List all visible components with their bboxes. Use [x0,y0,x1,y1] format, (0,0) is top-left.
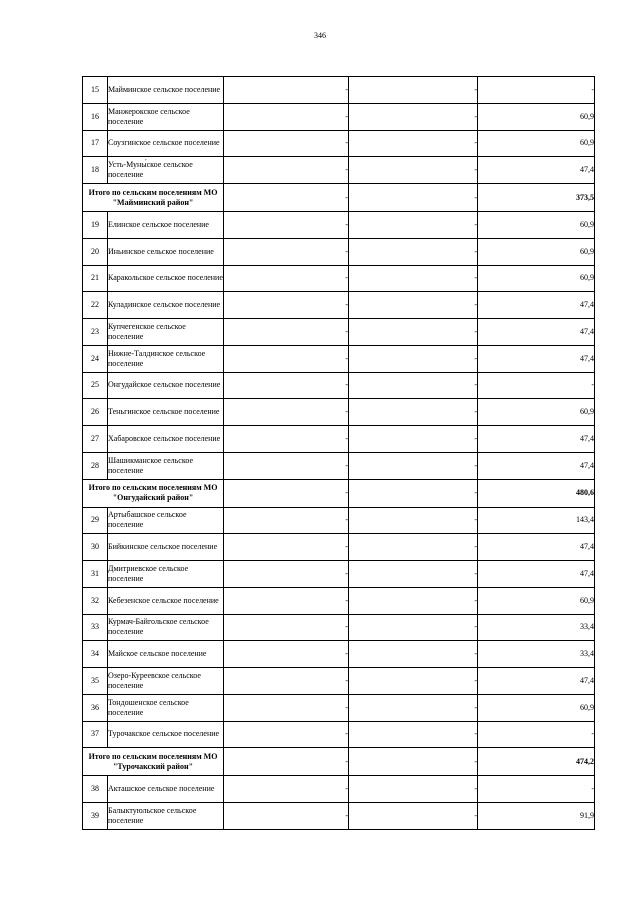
value-cell-3: - [478,77,595,104]
table-row [83,534,595,561]
table-row [83,426,595,453]
row-number: 15 [83,77,108,104]
settlement-name: Теньгинское сельское поселение [108,399,224,426]
settlement-name: Куладинское сельское поселение [108,292,224,319]
value-cell-1: - [224,614,349,641]
value-cell-1: - [224,292,349,319]
table-row [83,668,595,695]
value-cell-3: 47,4 [478,452,595,479]
value-cell-3: 33,4 [478,641,595,668]
settlement-name: Майминское сельское поселение [108,77,224,104]
settlement-name: Балыктуюльское сельское поселение [108,803,224,830]
value-cell-2: - [349,668,478,695]
settlement-name: Майское сельское поселение [108,641,224,668]
row-number: 31 [83,561,108,588]
budget-table [82,76,595,830]
value-cell-2: - [349,265,478,292]
settlement-name: Бийкинское сельское поселение [108,534,224,561]
value-cell-2: - [349,641,478,668]
value-cell-2: - [349,614,478,641]
table-row [83,399,595,426]
value-cell-1: - [224,103,349,130]
value-cell-3: 373,5 [478,184,595,212]
settlement-name: Каракольское сельское поселение [108,265,224,292]
value-cell-2: - [349,694,478,721]
value-cell-1: - [224,399,349,426]
row-number: 28 [83,452,108,479]
row-number: 23 [83,319,108,346]
value-cell-1: - [224,319,349,346]
row-number: 29 [83,507,108,534]
total-label: Итого по сельским поселениям МО "Онгудайский район" [83,479,224,507]
value-cell-2: - [349,77,478,104]
row-number: 39 [83,803,108,830]
row-number: 19 [83,212,108,239]
value-cell-3: 60,9 [478,130,595,157]
table-row [83,507,595,534]
table-row [83,694,595,721]
value-cell-1: - [224,534,349,561]
settlement-name: Тондошенское сельское поселение [108,694,224,721]
table-row [83,212,595,239]
value-cell-3: 60,9 [478,212,595,239]
value-cell-1: - [224,212,349,239]
table-row [83,130,595,157]
table-row [83,803,595,830]
table-row [83,372,595,399]
table-row [83,157,595,184]
value-cell-1: - [224,776,349,803]
value-cell-3: 60,9 [478,238,595,265]
settlement-name: Дмитриевское сельское поселение [108,561,224,588]
settlement-name: Купчегенское сельское поселение [108,319,224,346]
value-cell-1: - [224,561,349,588]
settlement-name: Елинское сельское поселение [108,212,224,239]
settlement-name: Иньинское сельское поселение [108,238,224,265]
settlement-name: Манжерокское сельское поселение [108,103,224,130]
total-row [83,184,595,212]
value-cell-1: - [224,345,349,372]
value-cell-1: - [224,694,349,721]
row-number: 25 [83,372,108,399]
value-cell-2: - [349,426,478,453]
value-cell-2: - [349,345,478,372]
row-number: 35 [83,668,108,695]
settlement-name: Курмач-Байгольское сельское поселение [108,614,224,641]
value-cell-3: - [478,721,595,748]
value-cell-3: 480,6 [478,479,595,507]
value-cell-2: - [349,103,478,130]
value-cell-3: 60,9 [478,265,595,292]
value-cell-3: 60,9 [478,103,595,130]
page-number: 346 [314,31,326,40]
table-row [83,319,595,346]
row-number: 33 [83,614,108,641]
table-row [83,452,595,479]
settlement-name: Артыбашское сельское поселение [108,507,224,534]
value-cell-3: 60,9 [478,399,595,426]
row-number: 34 [83,641,108,668]
value-cell-3: 47,4 [478,668,595,695]
total-label: Итого по сельским поселениям МО "Майминский район" [83,184,224,212]
table-row [83,103,595,130]
settlement-name: Озеро-Куреевское сельское поселение [108,668,224,695]
value-cell-3: 47,4 [478,345,595,372]
value-cell-2: - [349,319,478,346]
total-row [83,748,595,776]
row-number: 38 [83,776,108,803]
row-number: 24 [83,345,108,372]
value-cell-2: - [349,399,478,426]
row-number: 30 [83,534,108,561]
settlement-name: Акташское сельское поселение [108,776,224,803]
value-cell-1: - [224,238,349,265]
value-cell-3: 60,9 [478,694,595,721]
value-cell-1: - [224,157,349,184]
value-cell-1: - [224,668,349,695]
value-cell-2: - [349,748,478,776]
value-cell-2: - [349,238,478,265]
value-cell-1: - [224,507,349,534]
value-cell-1: - [224,803,349,830]
value-cell-1: - [224,748,349,776]
value-cell-3: 143,4 [478,507,595,534]
table-row [83,561,595,588]
value-cell-1: - [224,479,349,507]
settlement-name: Турочакское сельское поселение [108,721,224,748]
value-cell-2: - [349,587,478,614]
value-cell-1: - [224,426,349,453]
value-cell-3: 91,9 [478,803,595,830]
value-cell-2: - [349,452,478,479]
table-row [83,721,595,748]
value-cell-1: - [224,587,349,614]
value-cell-2: - [349,721,478,748]
table-row [83,587,595,614]
table-body [83,77,595,830]
value-cell-2: - [349,776,478,803]
row-number: 27 [83,426,108,453]
value-cell-2: - [349,534,478,561]
table-row [83,238,595,265]
value-cell-2: - [349,212,478,239]
value-cell-3: - [478,372,595,399]
value-cell-1: - [224,452,349,479]
table-row [83,614,595,641]
value-cell-3: 474,2 [478,748,595,776]
value-cell-3: 47,4 [478,292,595,319]
row-number: 17 [83,130,108,157]
settlement-name: Хабаровское сельское поселение [108,426,224,453]
settlement-name: Соузгинское сельское поселение [108,130,224,157]
settlement-name: Кебезенское сельское поселение [108,587,224,614]
value-cell-1: - [224,130,349,157]
value-cell-1: - [224,184,349,212]
table-row [83,641,595,668]
value-cell-1: - [224,721,349,748]
value-cell-3: 60,9 [478,587,595,614]
value-cell-1: - [224,265,349,292]
settlement-name: Шашикманское сельское поселение [108,452,224,479]
value-cell-1: - [224,641,349,668]
value-cell-3: - [478,776,595,803]
total-row [83,479,595,507]
row-number: 37 [83,721,108,748]
row-number: 36 [83,694,108,721]
value-cell-1: - [224,372,349,399]
table-row [83,345,595,372]
value-cell-3: 47,4 [478,319,595,346]
value-cell-1: - [224,77,349,104]
value-cell-2: - [349,372,478,399]
value-cell-2: - [349,292,478,319]
row-number: 22 [83,292,108,319]
row-number: 18 [83,157,108,184]
value-cell-3: 47,4 [478,426,595,453]
table-row [83,292,595,319]
row-number: 16 [83,103,108,130]
row-number: 26 [83,399,108,426]
value-cell-3: 47,4 [478,561,595,588]
value-cell-2: - [349,803,478,830]
value-cell-2: - [349,479,478,507]
settlement-name: Усть-Муны́ское сельское поселение [108,157,224,184]
settlement-name: Нижне-Талдинское сельское поселение [108,345,224,372]
row-number: 20 [83,238,108,265]
value-cell-2: - [349,184,478,212]
row-number: 32 [83,587,108,614]
settlement-name: Онгудайское сельское поселение [108,372,224,399]
table-row [83,265,595,292]
value-cell-2: - [349,130,478,157]
row-number: 21 [83,265,108,292]
value-cell-2: - [349,561,478,588]
value-cell-2: - [349,507,478,534]
table-row [83,776,595,803]
value-cell-3: 47,4 [478,157,595,184]
table-row [83,77,595,104]
total-label: Итого по сельским поселениям МО "Турочакский район" [83,748,224,776]
value-cell-2: - [349,157,478,184]
value-cell-3: 33,4 [478,614,595,641]
value-cell-3: 47,4 [478,534,595,561]
